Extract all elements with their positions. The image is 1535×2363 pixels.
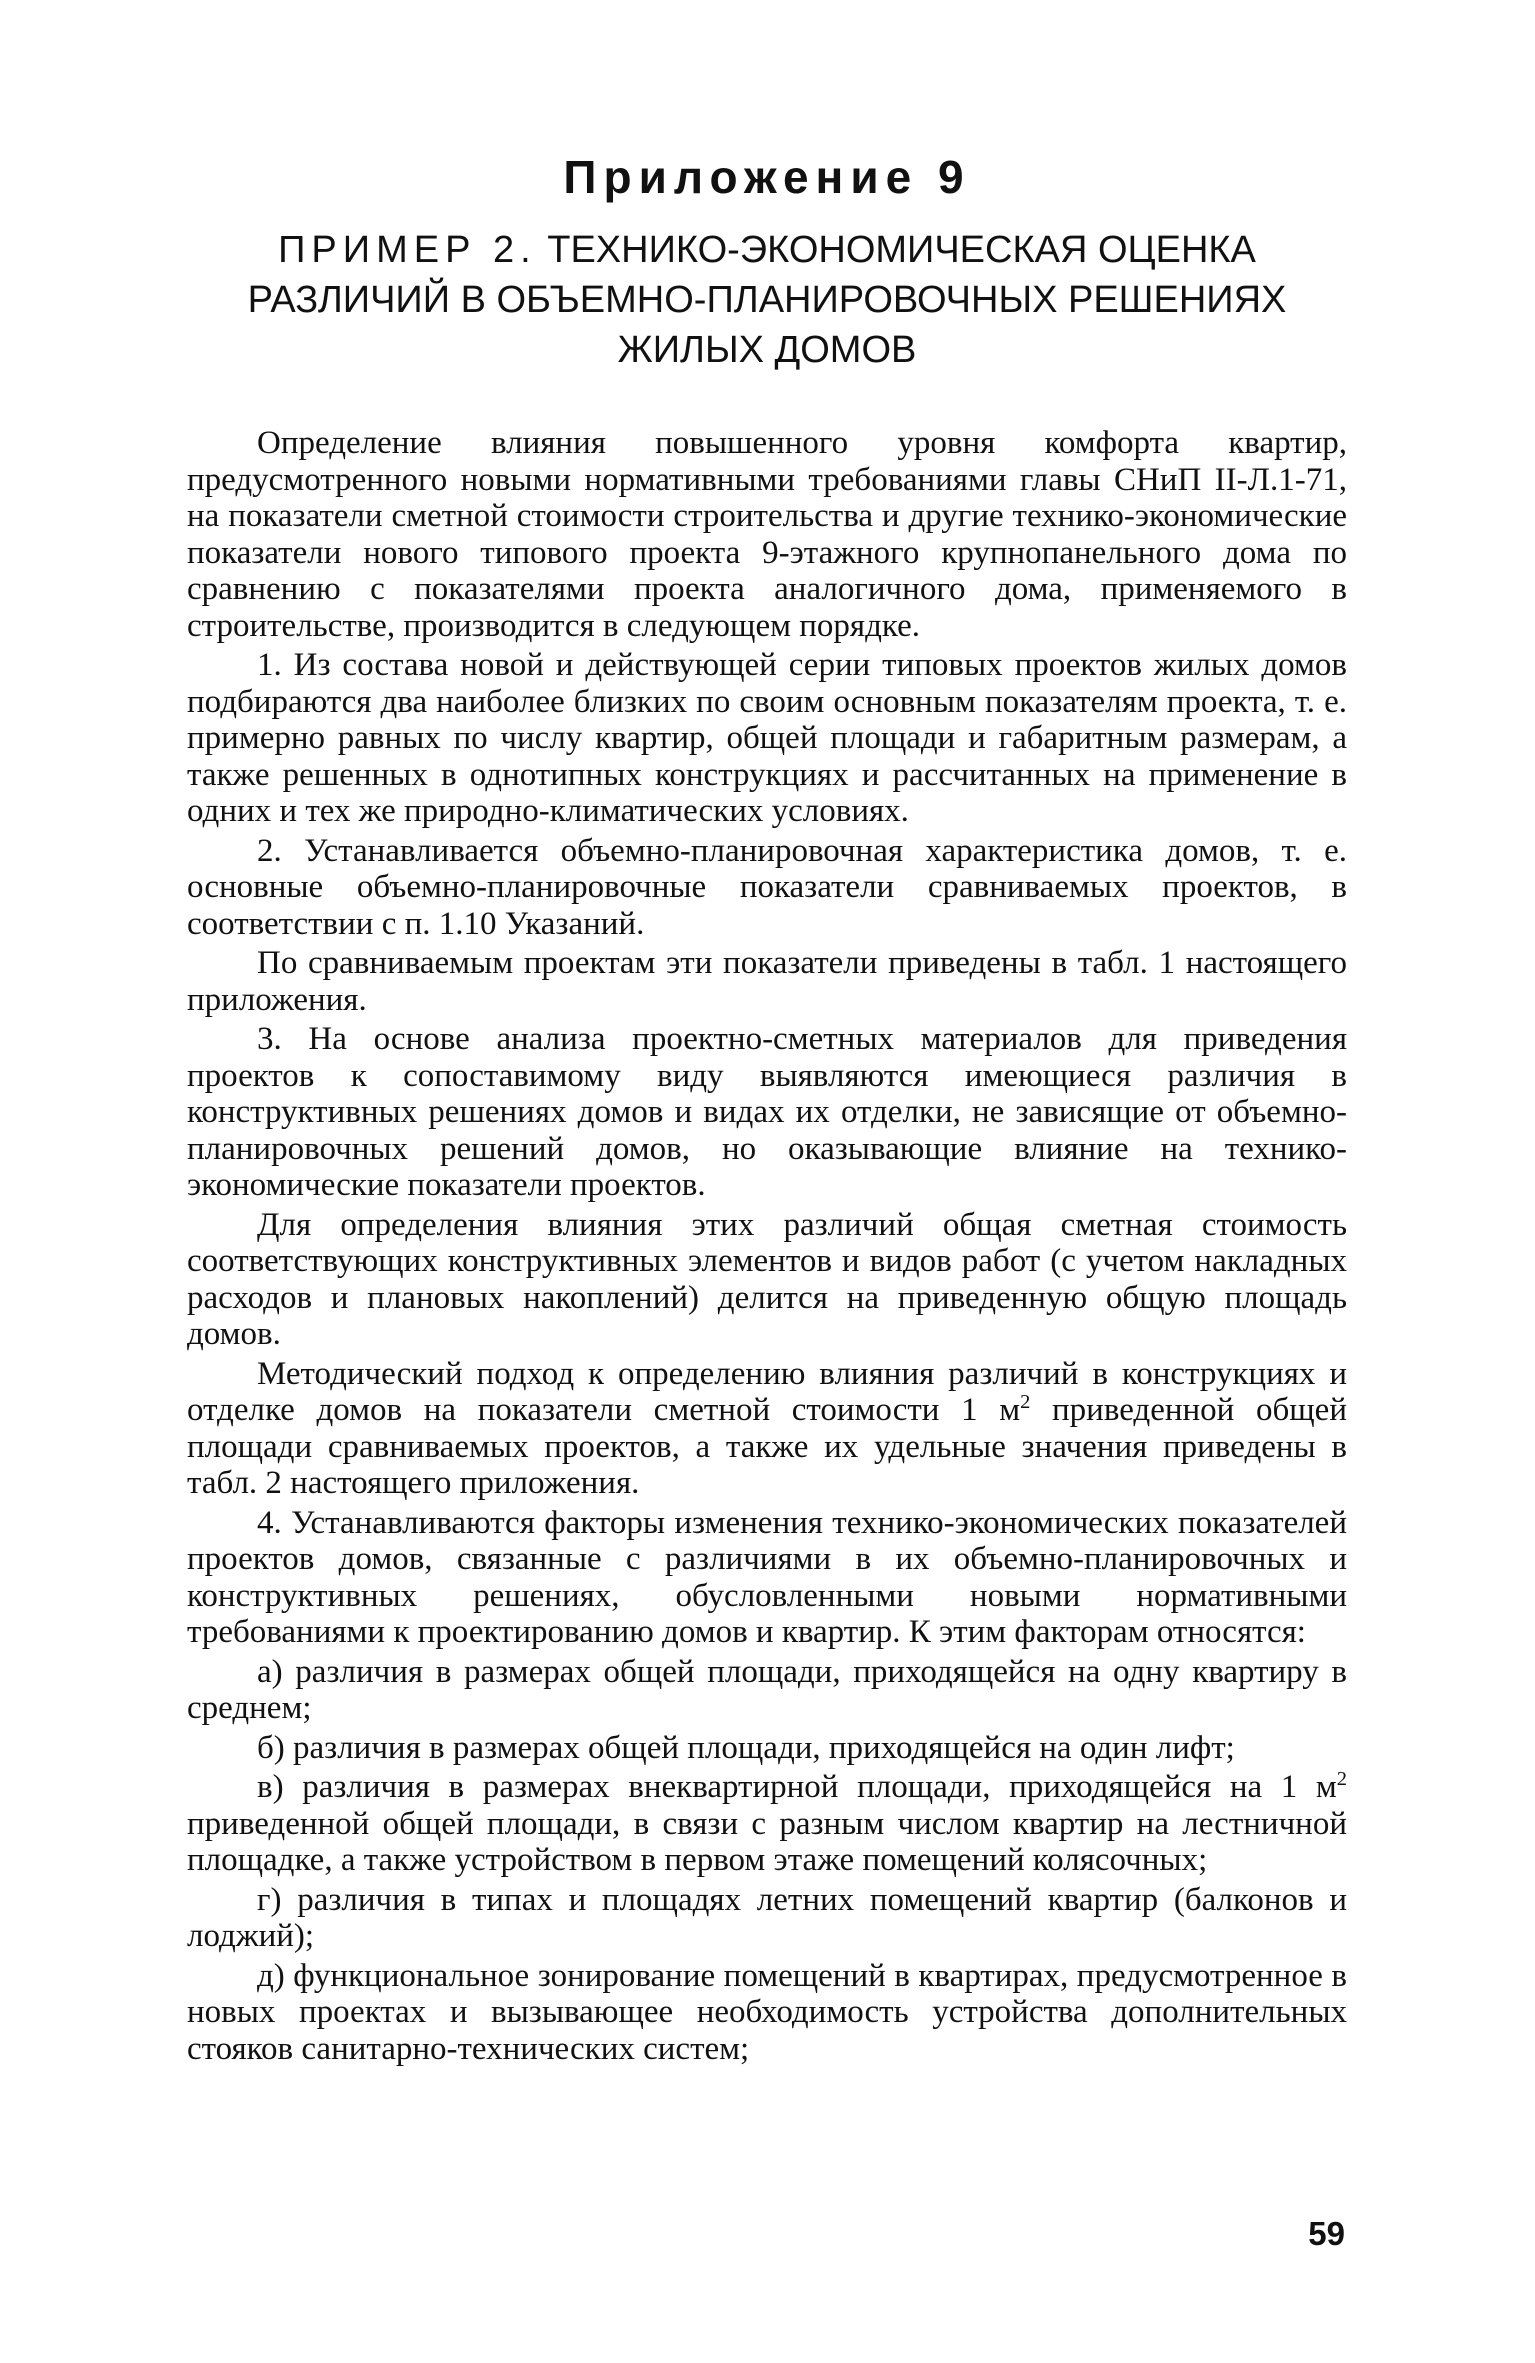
document-page (187, 150, 1347, 2070)
section-heading (187, 225, 1347, 375)
list-item-a: а) различия в размерах общей площади, приходящейся на одну квартиру в среднем; (187, 1653, 1347, 1727)
paragraph-method-text-1: Методический подход к определению влияния различий в конструкциях и отделке домов на показатели сметной стоимости 1 м (187, 1355, 1347, 1429)
paragraph-method (187, 1356, 1347, 1502)
appendix-title: Приложение 9 (563, 151, 971, 203)
page-number: 59 (1308, 2215, 1345, 2252)
heading-line-3: ЖИЛЫХ ДОМОВ (617, 329, 917, 372)
paragraph-intro: Определение влияния повышенного уровня комфорта квартир, предусмотренного новыми нормативными требованиями главы СНиП II-Л.1-71, на показатели сметной стоимости строительства и другие технико-экономические показатели нового типового проекта 9-этажного крупнопанельного дома по сравнению с показателями проекта аналогичного дома, применяемого в строительстве, производится в следующем порядке. (187, 425, 1347, 644)
heading-line-2: РАЗЛИЧИЙ В ОБЪЕМНО-ПЛАНИРОВОЧНЫХ РЕШЕНИЯХ (247, 279, 1287, 322)
heading-prefix: ПРИМЕР 2. (278, 229, 537, 272)
superscript: 2 (1020, 1391, 1031, 1414)
body-text (187, 425, 1347, 2067)
list-item-v-text-1: в) различия в размерах внеквартирной площади, приходящейся на 1 м (257, 1769, 1337, 1806)
paragraph-cost-division: Для определения влияния этих различий общая сметная стоимость соответствующих конструктивных элементов и видов работ (с учетом накладных расходов и плановых накоплений) делится на приведенную общую площадь домов. (187, 1206, 1347, 1353)
heading-line-1 (187, 225, 1347, 275)
paragraph-step-3: 3. На основе анализа проектно-сметных материалов для приведения проектов к сопоставимому виду выявляются имеющиеся различия в конструктивных решениях домов и видах их отделки, не зависящие от объемно-планировочных решений домов, но оказывающие влияние на технико-экономические показатели проектов. (187, 1021, 1347, 1204)
paragraph-method-text-2: приведенной общей площади сравниваемых проектов, а также их удельные значения приведены в табл. 2 настоящего приложения. (187, 1392, 1347, 1502)
paragraph-step-1: 1. Из состава новой и действующей серии типовых проектов жилых домов подбираются два наиболее близких по своим основным показателям проекта, т. е. примерно равных по числу квартир, общей площади и габаритным размерам, а также решенных в однотипных конструкциях и рассчитанных на применение в одних и тех же природно-климатических условиях. (187, 647, 1347, 830)
list-item-g: г) различия в типах и площадях летних помещений квартир (балконов и лоджий); (187, 1881, 1347, 1955)
superscript: 2 (1336, 1768, 1347, 1791)
list-item-v (187, 1769, 1347, 1879)
paragraph-table-1-note: По сравниваемым проектам эти показатели приведены в табл. 1 настоящего приложения. (187, 945, 1347, 1018)
list-item-b: б) различия в размерах общей площади, приходящейся на один лифт; (257, 1729, 1235, 1766)
list-item-v-text-2: приведенной общей площади, в связи с разным числом квартир на лестничной площадке, а также устройством в первом этаже помещений колясочных; (187, 1805, 1347, 1879)
paragraph-step-2: 2. Устанавливается объемно-планировочная характеристика домов, т. е. основные объемно-планировочные показатели сравниваемых проектов, в соответствии с п. 1.10 Указаний. (187, 832, 1347, 942)
list-item-d: д) функциональное зонирование помещений в квартирах, предусмотренное в новых проектах и вызывающее необходимость устройства дополнительных стояков санитарно-технических систем; (187, 1957, 1347, 2067)
heading-line-1-rest: ТЕХНИКО-ЭКОНОМИЧЕСКАЯ ОЦЕНКА (536, 229, 1256, 272)
paragraph-step-4: 4. Устанавливаются факторы изменения технико-экономических показателей проектов домов, связанные с различиями в их объемно-планировочных и конструктивных решениях, обусловленными новыми нормативными требованиями к проектированию домов и квартир. К этим факторам относятся: (187, 1504, 1347, 1651)
